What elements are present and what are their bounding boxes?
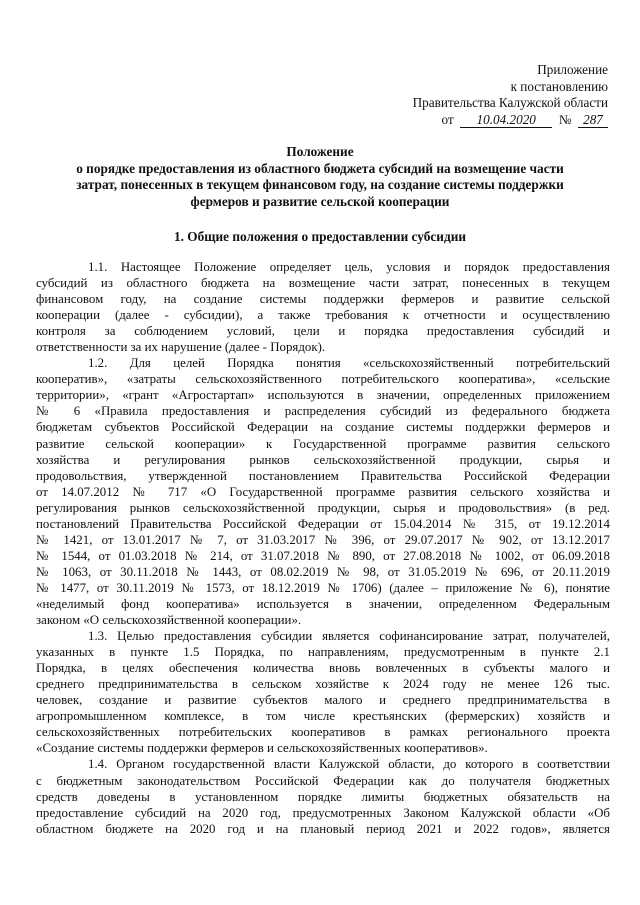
text-line: бюджетам субъектов Российской Федерации на создание системы поддержки фермеров и (36, 420, 610, 435)
text-line: 1.4. Органом государственной власти Калужской области, до которого в соответствии (88, 757, 610, 772)
text-line: Порядка, в целях обеспечения количества вновь вовлеченных в субъекты малого и (36, 661, 610, 676)
text-line: предоставление субсидий на 2020 год, предусмотренных Законом Калужской области «Об (36, 805, 610, 820)
text-line: № 1063, от 30.11.2018 № 1443, от 08.02.2019 № 98, от 31.05.2019 № 696, от 20.11.2019 (36, 564, 610, 579)
paragraph-1-2 (36, 355, 610, 628)
text-line: развитие сельской кооперации» к Государственной программе развития сельского (36, 436, 610, 451)
document-title (40, 144, 600, 210)
appendix-to-resolution: к постановлению (510, 78, 608, 94)
text-line: средств доведены в установленном порядке лимиты бюджетных обязательств на (36, 789, 610, 804)
paragraph-1-3 (36, 628, 610, 756)
text-line: областном бюджете на 2020 год и на плановый период 2021 и 2022 годов», является (36, 821, 610, 836)
text-line: законом «О сельскохозяйственной кооперации». (36, 613, 302, 628)
text-line: «неделимый фонд кооператива» используется в значении, определенном Федеральным (36, 596, 610, 611)
text-line: сельскохозяйственных потребительских кооперативов в рамках регионального проекта (36, 725, 610, 740)
ot-label: от (441, 111, 454, 127)
paragraph-1-1 (36, 259, 610, 355)
text-line: с бюджетным законодательством Российской Федерации как до получателя бюджетных (36, 773, 610, 788)
text-line: № 1421, от 13.01.2017 № 7, от 31.03.2017 № 396, от 29.07.2017 № 902, от 13.12.2017 (36, 532, 610, 547)
text-line: агропромышленном комплексе, в том числе крестьянских (фермерских) хозяйств и (36, 709, 610, 724)
appendix-date-number (413, 112, 608, 129)
section-heading: 1. Общие положения о предоставлении субсидии (173, 229, 467, 244)
text-line: регулирования рынков сельскохозяйственной продукции, сырья и продовольствия» (в ред. (36, 500, 610, 515)
text-line: 1.1. Настоящее Положение определяет цель, условия и порядок предоставления (88, 260, 610, 274)
appendix-header (413, 62, 608, 128)
title-line-1: Положение (286, 144, 354, 159)
text-line: № 1477, от 30.11.2019 № 1573, от 18.12.2019 № 1706) (далее – приложение № 6), понятие (36, 580, 610, 595)
text-line: ответственности за их нарушение (далее - Порядок). (36, 340, 326, 355)
text-line: 1.3. Целью предоставления субсидии является софинансирование затрат, получателей, (88, 629, 610, 644)
title-line-4: фермеров и развитие сельской кооперации (190, 193, 450, 209)
text-line: кооператив», «затраты сельскохозяйственного потребительского кооператива», «сельские (36, 372, 610, 387)
paragraph-1-4 (36, 756, 610, 836)
text-line: постановлений Правительства Российской Федерации от 15.04.2014 № 315, от 19.12.2014 (36, 516, 610, 531)
text-line: № 1544, от 01.03.2018 № 214, от 31.07.2018 № 890, от 27.08.2018 № 1002, от 06.09.2018 (36, 548, 610, 563)
text-line: кооперации (далее - субсидии), а также требования к отчетности и осуществлению (36, 308, 610, 323)
number-label: № (558, 111, 572, 127)
body-text (36, 259, 610, 837)
text-line: указанных в пункте 1.5 Порядка, по направлениям, предусмотренным в пункте 2.1 (36, 645, 610, 660)
text-line: финансовом году, на создание системы поддержки фермеров и развитие сельской (36, 292, 610, 307)
text-line: продовольствия, утвержденной постановлением Правительства Российской Федерации (36, 468, 610, 483)
resolution-number: 287 (578, 113, 608, 128)
text-line: человек, создание и развитие субъектов малого и среднего предпринимательства в (36, 693, 610, 708)
text-line: территории», «грант «Агростартап» используются в значении, определенных приложением (36, 388, 610, 403)
text-line: № 6 «Правила предоставления и распределения субсидий из федерального бюджета (36, 404, 610, 419)
appendix-label: Приложение (537, 62, 608, 77)
text-line: субсидий из областного бюджета на возмещение части затрат, понесенных в текущем (36, 276, 610, 291)
resolution-date: 10.04.2020 (460, 113, 552, 128)
text-line: контроля за соблюдением условий, цели и порядка предоставления субсидий и (36, 324, 610, 339)
text-line: хозяйства и регулирования рынков сельскохозяйственной продукции, сырья и (36, 452, 610, 467)
text-line: среднего предпринимательства в сельском хозяйстве к 2024 году не менее 126 тыс. (36, 677, 610, 692)
title-line-3: затрат, понесенных в текущем финансовом году, на создание системы поддержки (76, 177, 564, 193)
text-line: 1.2. Для целей Порядка понятия «сельскохозяйственный потребительский (88, 356, 610, 371)
appendix-authority: Правительства Калужской области (412, 95, 608, 110)
text-line: от 14.07.2012 № 717 «О Государственной программе развития сельского хозяйства и (36, 484, 610, 499)
title-line-2: о порядке предоставления из областного бюджета субсидий на возмещение части (76, 160, 564, 176)
text-line: «Создание системы поддержки фермеров и сельскохозяйственных кооперативов». (36, 741, 488, 756)
